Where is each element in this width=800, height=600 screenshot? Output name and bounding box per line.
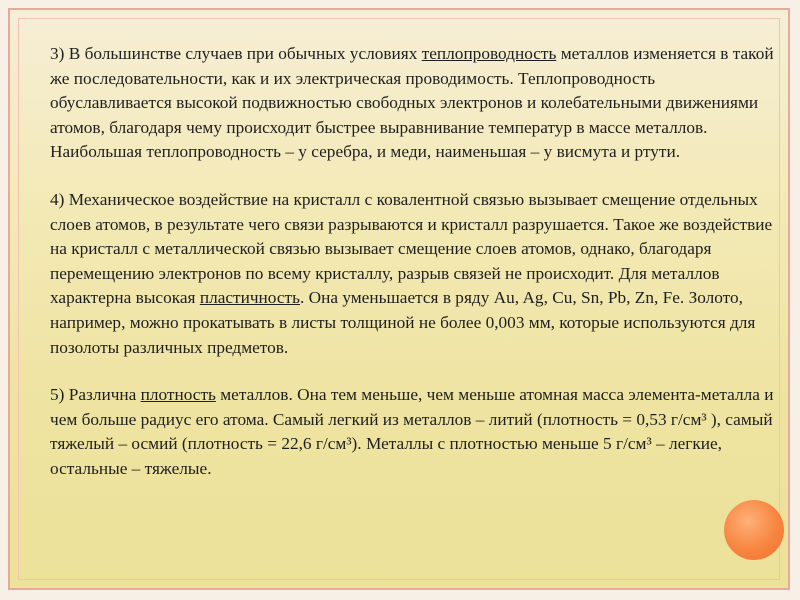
paragraph-thermal-conductivity: [50, 42, 780, 165]
paragraph-text: 4) Механическое воздействие на кристалл с ковалентной связью вызывает смещение отдельных слоев атомов, в результате чего связи разрываются и кристалл разрушается. Такое же воздействие на кристалл с металлической связью вызывает смещение слоев атомов, однако, благодаря перемещению электронов по всему кристаллу, разрыв связей не происходит. Для металлов характерна высокая: [50, 189, 773, 308]
paragraph-text: . Она уменьшается в ряду Au, Ag, Cu, Sn, Pb, Zn, Fe. Золото, например, можно прокатывать в листы толщиной не более 0,003 мм, которые используются для позолоты различных предметов.: [50, 288, 756, 357]
term-density: плотность: [140, 385, 216, 405]
paragraph-plasticity: [50, 188, 780, 360]
paragraph-text: 3) В большинстве случаев при обычных условиях: [50, 44, 422, 63]
paragraph-text: 5) Различна: [50, 385, 141, 405]
paragraph-text: металлов. Она тем меньше, чем меньше атомная масса элемента-металла и чем больше радиус его атома. Самый легкий из металлов – литий (плотность = 0,53 г/см³ ), самый тяжелый – осмий (плотность = 22,6 г/см³). Металлы с плотностью меньше 5 г/см³ – легкие, остальные – тяжелые.: [50, 385, 774, 478]
slide: [8, 8, 790, 590]
slide-body: [50, 42, 780, 505]
paragraph-text: металлов изменяется в такой же последовательности, как и их электрическая проводимость. Теплопроводность обуславливается высокой подвижностью свободных электронов и колебательными движениями атомов, благодаря чему происходит быстрее выравнивание температур в массе металлов. Наибольшая теплопроводность – у серебра, и меди, наименьшая – у висмута и ртути.: [50, 44, 774, 162]
term-thermal-conductivity: теплопроводность: [421, 44, 557, 63]
term-plasticity: пластичность: [199, 288, 300, 308]
paragraph-density: [50, 383, 780, 481]
decorative-circle: [724, 500, 784, 560]
